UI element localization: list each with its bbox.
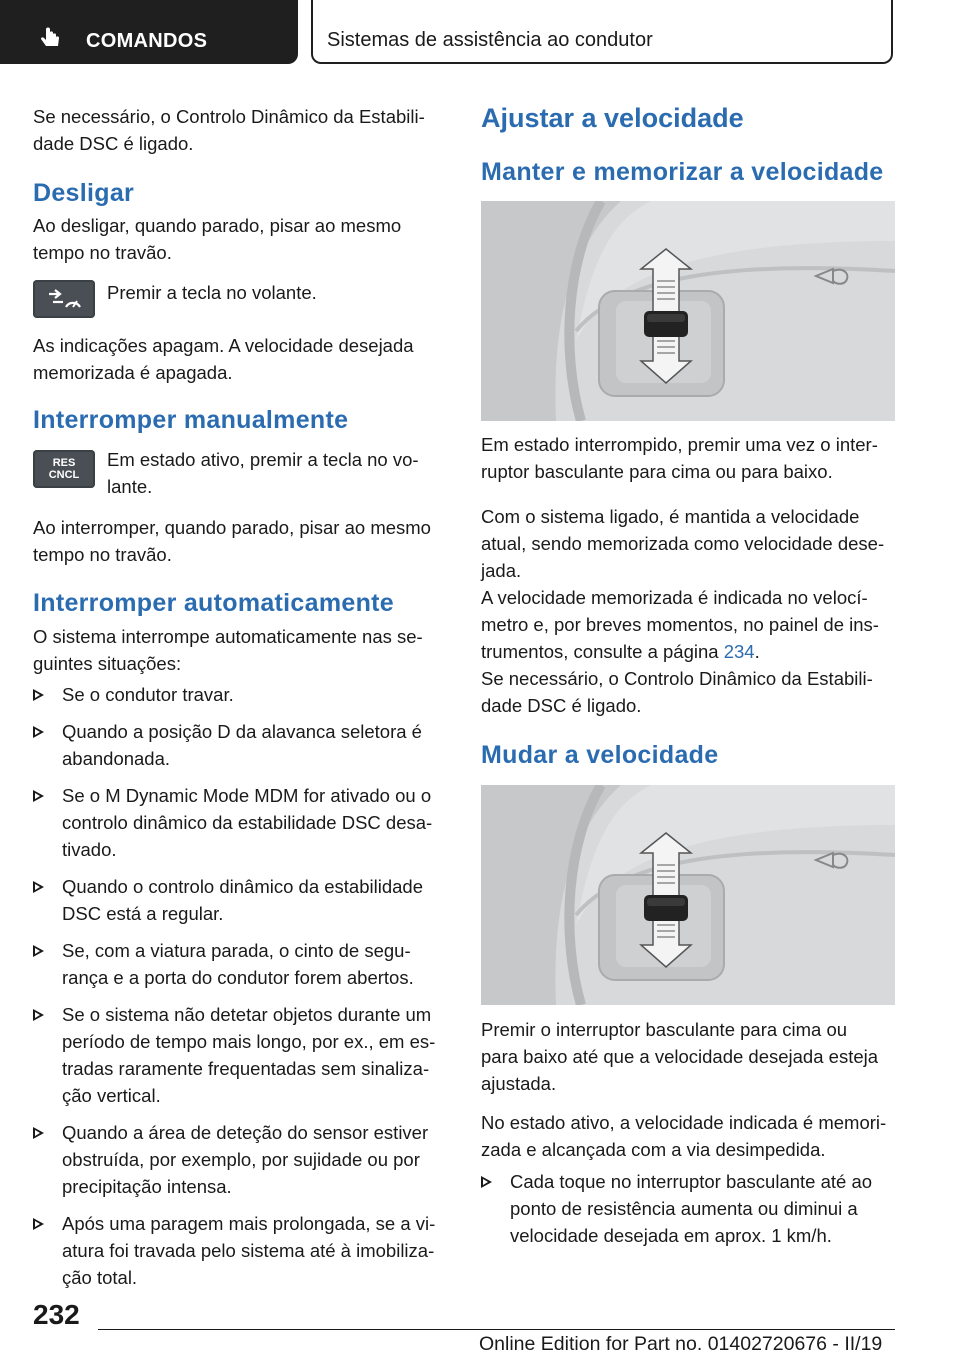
- steering-wheel-image: [481, 201, 895, 421]
- res-label: RES: [52, 457, 76, 469]
- hand-pointer-icon: [38, 27, 64, 49]
- list-item: Se o condutor travar.: [33, 681, 453, 708]
- chapter-label: Sistemas de assistência ao condutor: [327, 29, 653, 51]
- footer-edition: Online Edition for Part no. 01402720676 - II/19: [479, 1333, 883, 1355]
- triangle-bullet-icon: [33, 1218, 44, 1230]
- heading-ajustar-velocidade: Ajustar a velocidade: [481, 103, 744, 133]
- res-cncl-key-icon: [33, 450, 95, 488]
- section-label: COMANDOS: [86, 30, 208, 52]
- list-item: Se o M Dynamic Mode MDM for ativado ou o controlo dinâmico da estabilidade DSC desa- tivado.: [33, 782, 453, 863]
- header-chapter-tab: [311, 0, 893, 64]
- triangle-bullet-icon: [481, 1176, 492, 1188]
- desligar-text: Ao desligar, quando parado, pisar ao mesmo tempo no travão.: [33, 215, 402, 263]
- list-item: Quando a área de deteção do sensor estiver obstruída, por exemplo, por sujidade ou por precipitação intensa.: [33, 1119, 453, 1200]
- heading-interromper-automaticamente: Interromper automaticamente: [33, 589, 394, 617]
- heading-interromper-manualmente: Interromper manualmente: [33, 406, 349, 434]
- manual-after-text: Ao interromper, quando parado, pisar ao mesmo tempo no travão.: [33, 517, 431, 565]
- auto-text: O sistema interrompe automaticamente nas se- guintes situações:: [33, 626, 423, 674]
- change-p1: Premir o interruptor basculante para cima ou para baixo até que a velocidade desejada esteja ajustada.: [481, 1019, 879, 1094]
- triangle-bullet-icon: [33, 1009, 44, 1021]
- manual-icon-text: Em estado ativo, premir a tecla no vo- lante.: [107, 449, 419, 497]
- list-item: Quando o controlo dinâmico da estabilidade DSC está a regular.: [33, 873, 453, 927]
- triangle-bullet-icon: [33, 945, 44, 957]
- page-link[interactable]: 234: [723, 641, 755, 662]
- triangle-bullet-icon: [33, 881, 44, 893]
- cncl-label: CNCL: [48, 469, 80, 481]
- header-section-tab: [0, 0, 298, 64]
- triangle-bullet-icon: [33, 790, 44, 802]
- change-p2: No estado ativo, a velocidade indicada é memori- zada e alcançada com a via desimpedida.: [481, 1112, 887, 1160]
- cruise-control-icon: [33, 280, 95, 318]
- heading-manter-memorizar: Manter e memorizar a velocidade: [481, 158, 884, 186]
- change-list: [481, 1168, 901, 1259]
- list-item: Se o sistema não detetar objetos durante um período de tempo mais longo, por ex., em es- tradas raramente frequentadas sem sinaliza- ção vertical.: [33, 1001, 453, 1109]
- keep-p3: A velocidade memorizada é indicada no velocí- metro e, por breves momentos, no painel de ins- trumentos, consulte a página 234.: [481, 587, 879, 662]
- triangle-bullet-icon: [33, 726, 44, 738]
- triangle-bullet-icon: [33, 689, 44, 701]
- triangle-bullet-icon: [33, 1127, 44, 1139]
- footer-divider: [98, 1329, 895, 1330]
- list-item: Quando a posição D da alavanca seletora é abandonada.: [33, 718, 453, 772]
- auto-conditions-list: [33, 681, 453, 1301]
- page-number: 232: [33, 1299, 80, 1330]
- steering-key-icon: [33, 280, 95, 318]
- left-column: [33, 103, 453, 157]
- list-item: Se, com a viatura parada, o cinto de segu- rança e a porta do condutor forem abertos.: [33, 937, 453, 991]
- keep-p2: Com o sistema ligado, é mantida a velocidade atual, sendo memorizada como velocidade dese- jada.: [481, 506, 885, 581]
- intro-text: Se necessário, o Controlo Dinâmico da Estabili- dade DSC é ligado.: [33, 106, 425, 154]
- list-item: Após uma paragem mais prolongada, se a vi- atura foi travada pelo sistema até à imobiliza- ção total.: [33, 1210, 453, 1291]
- steering-wheel-image: [481, 785, 895, 1005]
- heading-mudar-velocidade: Mudar a velocidade: [481, 741, 719, 769]
- desligar-icon-text: Premir a tecla no volante.: [107, 282, 317, 303]
- heading-desligar: Desligar: [33, 179, 135, 207]
- steering-wheel-rocker-illustration-2: [481, 785, 895, 1005]
- steering-wheel-rocker-illustration: [481, 201, 895, 421]
- list-item: Cada toque no interruptor basculante até ao ponto de resistência aumenta ou diminui a velocidade desejada em aprox. 1 km/h.: [481, 1168, 901, 1249]
- keep-p1: Em estado interrompido, premir uma vez o inter- ruptor basculante para cima ou para baixo.: [481, 434, 878, 482]
- keep-p4: Se necessário, o Controlo Dinâmico da Estabili- dade DSC é ligado.: [481, 668, 873, 716]
- desligar-after-text: As indicações apagam. A velocidade desejada memorizada é apagada.: [33, 335, 414, 383]
